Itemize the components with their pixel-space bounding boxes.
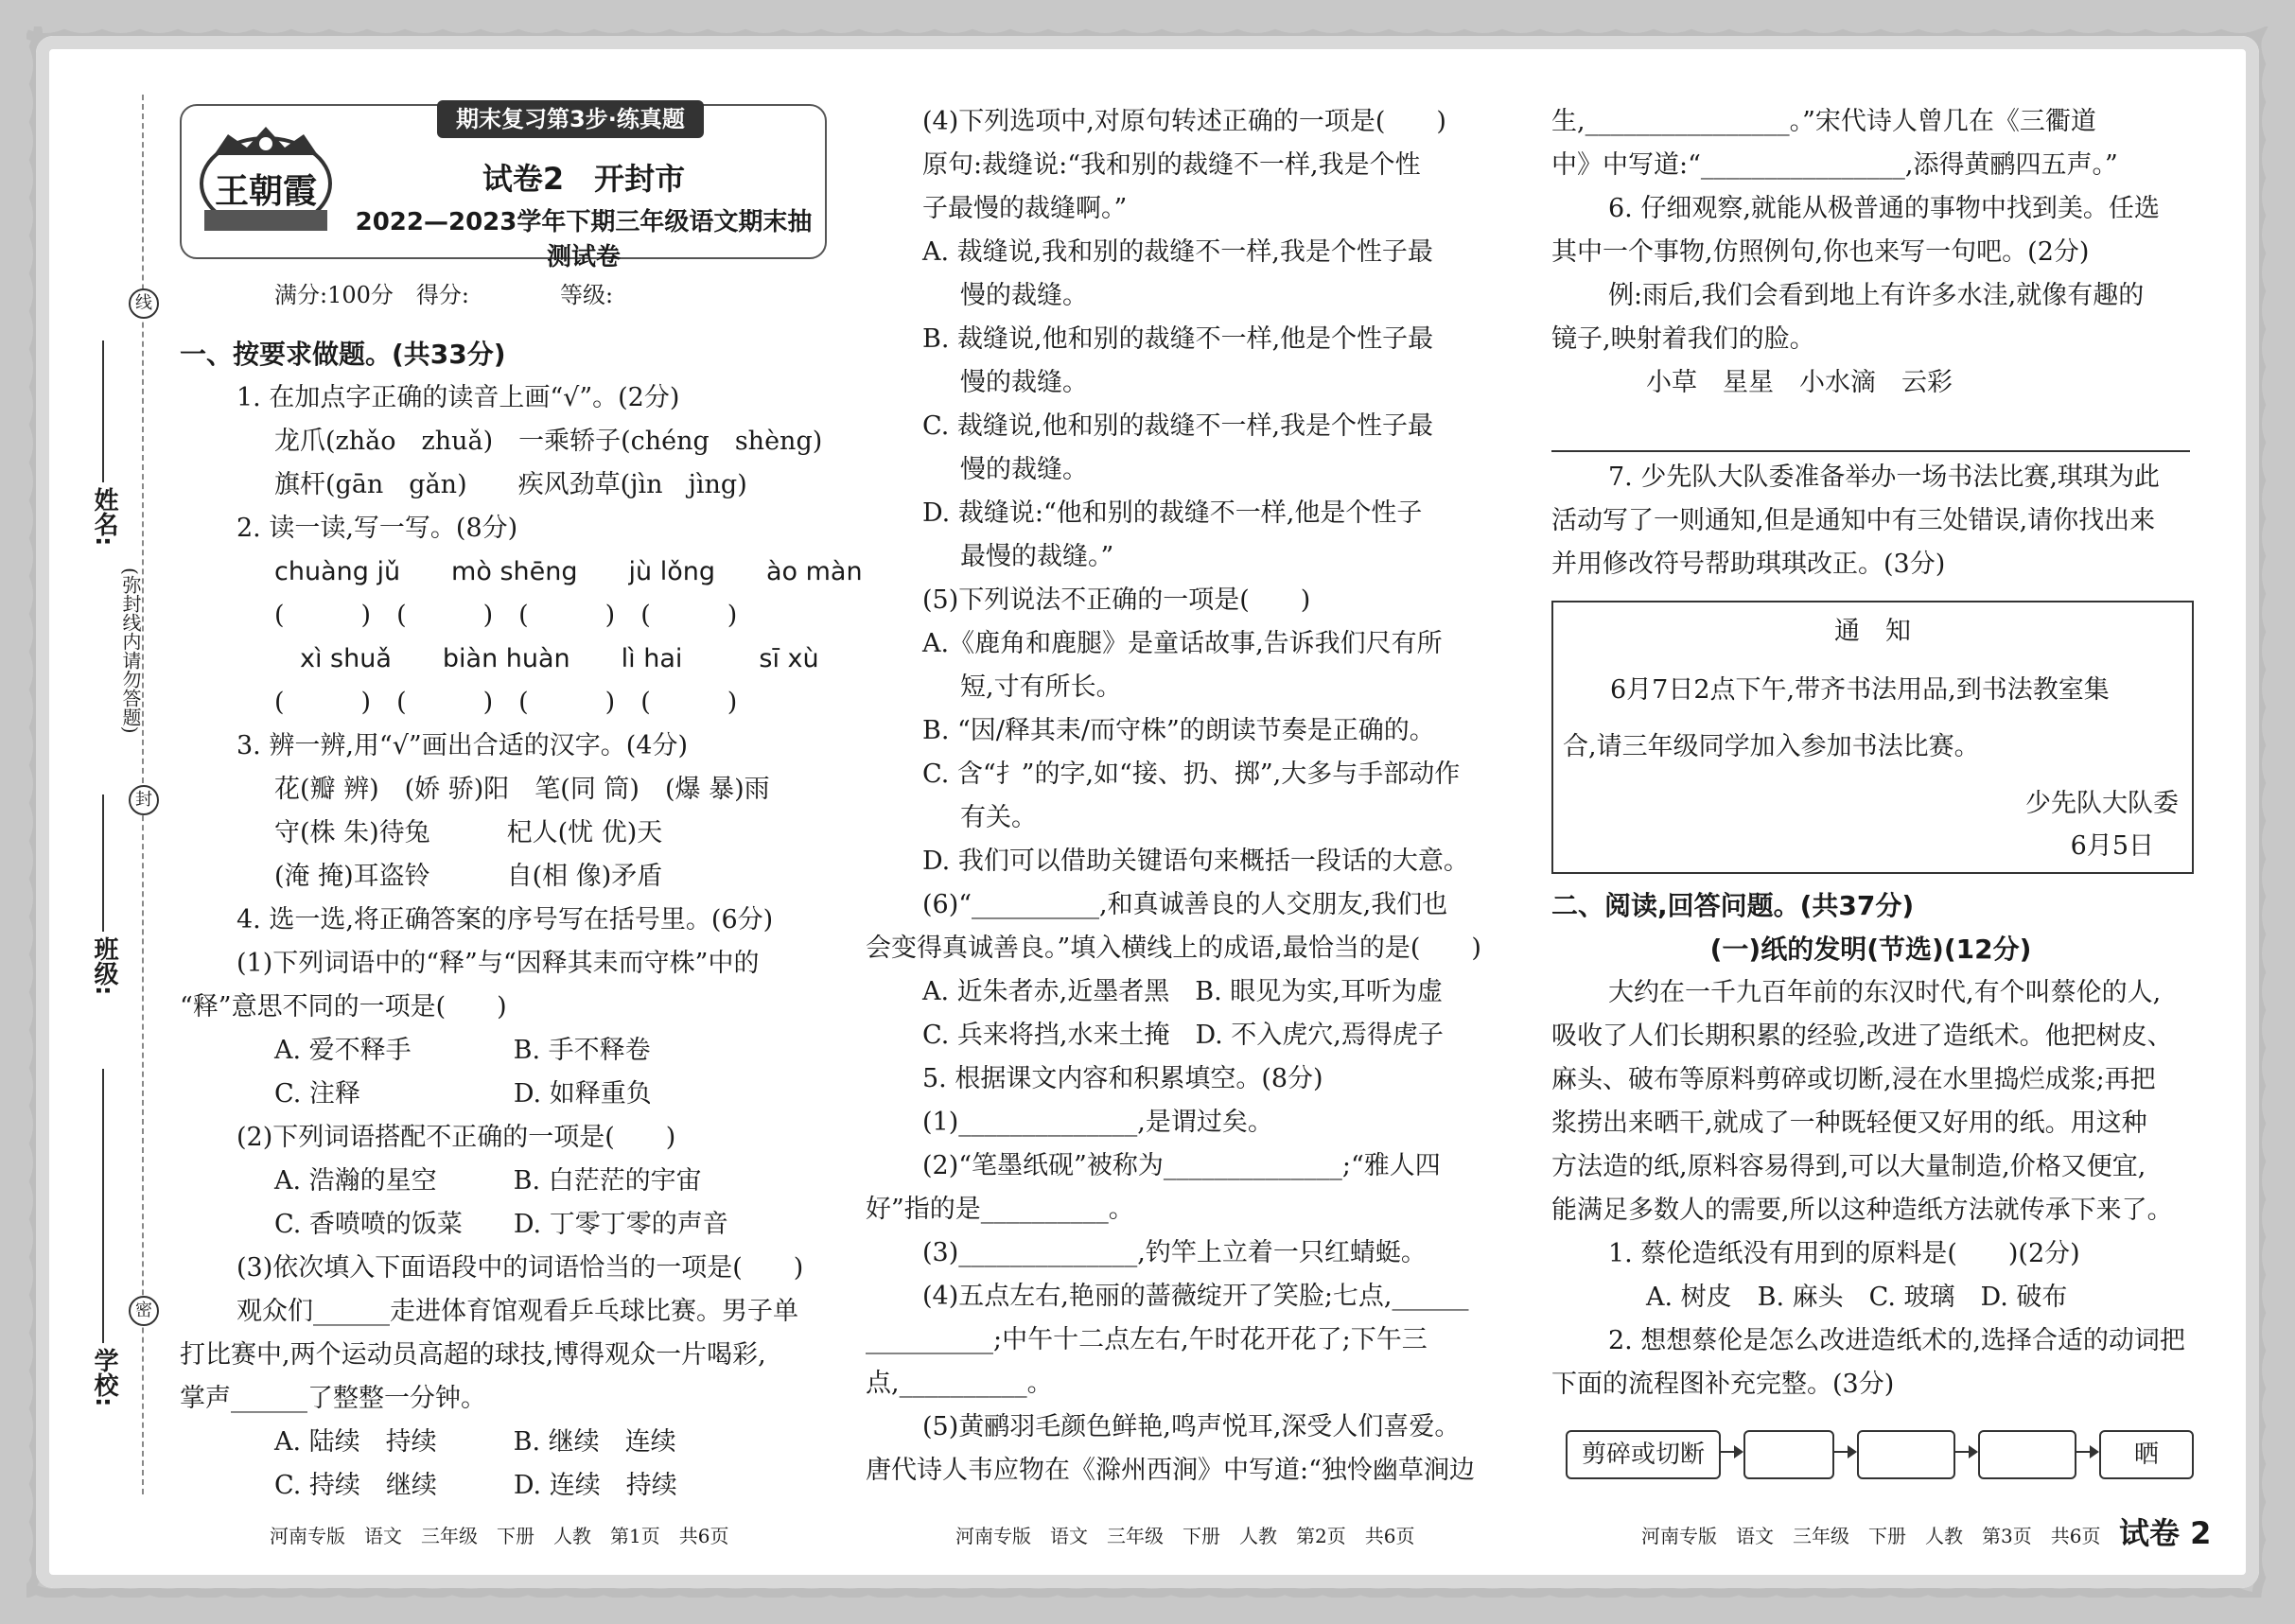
text-line: (4)下列选项中,对原句转述正确的一项是( ) xyxy=(922,107,1446,136)
text-line: 3. 辨一辨,用“√”画出合适的汉字。(4分) xyxy=(237,731,688,760)
text-line: 会变得真诚善良。”填入横线上的成语,最恰当的是( ) xyxy=(866,934,1481,963)
text-line: (3)______________,钓竿上立着一只红蜻蜓。 xyxy=(922,1238,1427,1267)
text-line: (淹 掩)耳盗铃 自(相 像)矛盾 xyxy=(274,862,663,891)
column-page-1 xyxy=(180,333,863,1508)
flow-step-start: 剪碎或切断 xyxy=(1566,1430,1721,1479)
text-line: 1. 在加点字正确的读音上画“√”。(2分) xyxy=(237,383,680,412)
paper-subtitle: 2022—2023学年下期三年级语文期末抽测试卷 xyxy=(355,208,813,271)
text-line: C. 裁缝说,他和别的裁缝不一样,我是个性子最 xyxy=(922,411,1434,441)
text-line: xì shuǎ biàn huàn lì hai sī xù xyxy=(274,644,819,673)
text-line: A.《鹿角和鹿腿》是童话故事,告诉我们尺有所 xyxy=(922,629,1443,658)
seal-mark-line: 线 xyxy=(129,288,159,319)
notice-signer: 少先队大队委 xyxy=(2025,789,2179,818)
text-line: 6. 仔细观察,就能从极普通的事物中找到美。任选 xyxy=(1608,194,2160,223)
score-line: 满分:100分 得分: 等级: xyxy=(274,282,614,308)
flow-blank-2[interactable] xyxy=(1857,1430,1955,1479)
name-label: 姓名: xyxy=(90,487,118,547)
paper-header xyxy=(180,104,827,271)
text-line: 有关。 xyxy=(960,803,1037,832)
text-line: 最慢的裁缝。” xyxy=(960,542,1114,571)
text-line: 其中一个事物,仿照例句,你也来写一句吧。(2分) xyxy=(1551,237,2090,267)
flow-arrow-icon xyxy=(2075,1451,2097,1453)
text-line: (6)“__________,和真诚善良的人交朋友,我们也 xyxy=(922,890,1448,919)
text-line: B. 裁缝说,他和别的裁缝不一样,他是个性子最 xyxy=(922,324,1434,354)
text-line: 好”指的是__________。 xyxy=(866,1195,1134,1224)
text-line: 1. 蔡伦造纸没有用到的原料是( )(2分) xyxy=(1608,1239,2080,1268)
text-line: (4)五点左右,艳丽的蔷薇绽开了笑脸;七点,______ xyxy=(922,1282,1469,1311)
text-line: ( ) ( ) ( ) ( ) xyxy=(274,601,738,630)
text-line: 并用修改符号帮助琪琪改正。(3分) xyxy=(1551,550,1946,579)
flow-arrow-icon xyxy=(1719,1451,1742,1453)
text-line: 大约在一千九百年前的东汉时代,有个叫蔡伦的人, xyxy=(1608,978,2162,1007)
text-line: A. 浩瀚的星空 B. 白茫茫的宇宙 xyxy=(274,1166,702,1196)
seal-note: (弥封线内请勿答题) xyxy=(119,568,142,734)
column-page-3-top xyxy=(1551,100,2190,405)
text-line: 花(瓣 辨) (娇 骄)阳 笔(同 筒) (爆 暴)雨 xyxy=(274,775,770,804)
name-field[interactable] xyxy=(102,341,104,482)
footer-page-1: 河南专版 语文 三年级 下册 人教 第1页 共6页 xyxy=(270,1525,729,1547)
text-line: 麻头、破布等原料剪碎或切断,浸在水里捣烂成浆;再把 xyxy=(1551,1065,2156,1094)
text-line: 镜子,映射着我们的脸。 xyxy=(1551,324,1815,354)
text-line: chuàng jǔ mò shēng jù lǒng ào màn xyxy=(274,557,863,586)
notice-date: 6月5日 xyxy=(2070,831,2154,861)
column-page-3-question7 xyxy=(1551,456,2190,586)
text-line: 打比赛中,两个运动员高超的球技,博得观众一片喝彩, xyxy=(180,1340,766,1370)
text-line: 慢的裁缝。 xyxy=(960,368,1088,397)
text-line: ( ) ( ) ( ) ( ) xyxy=(274,688,738,717)
text-line: (一)纸的发明(节选)(12分) xyxy=(1709,934,2032,965)
text-line: __________;中午十二点左右,午时花开花了;下午三 xyxy=(866,1325,1428,1354)
school-label: 学校: xyxy=(90,1348,118,1407)
text-line: 方法造的纸,原料容易得到,可以大量制造,价格又便宜, xyxy=(1551,1152,2146,1181)
class-field[interactable] xyxy=(102,795,104,932)
text-line: 小草 星星 小水滴 云彩 xyxy=(1646,368,1953,397)
text-line: A. 爱不释手 B. 手不释卷 xyxy=(274,1036,651,1065)
column-page-2 xyxy=(866,100,1509,1493)
text-line: 慢的裁缝。 xyxy=(960,281,1088,310)
flow-blank-3[interactable] xyxy=(1978,1430,2076,1479)
text-line: 唐代诗人韦应物在《滁州西涧》中写道:“独怜幽草涧边 xyxy=(866,1456,1475,1485)
text-line: 守(株 朱)待兔 杞人(忧 优)天 xyxy=(274,818,663,847)
text-line: 下面的流程图补充完整。(3分) xyxy=(1551,1370,1895,1399)
paper-title: 试卷2 开封市 xyxy=(482,161,686,197)
notice-box xyxy=(1551,601,2194,874)
text-line: 浆捞出来晒干,就成了一种既轻便又好用的纸。用这种 xyxy=(1551,1109,2147,1138)
text-line: 短,寸有所长。 xyxy=(960,672,1122,702)
seal-mark-seal: 封 xyxy=(129,785,159,815)
text-line: D. 裁缝说:“他和别的裁缝不一样,他是个性子 xyxy=(922,498,1423,528)
text-line: (2)“笔墨纸砚”被称为______________;“雅人四 xyxy=(922,1151,1441,1180)
text-line: 掌声______了整整一分钟。 xyxy=(180,1384,486,1413)
text-line: C. 兵来将挡,水来土掩 D. 不入虎穴,焉得虎子 xyxy=(922,1021,1444,1050)
text-line: 7. 少先队大队委准备举办一场书法比赛,琪琪为此 xyxy=(1608,463,2160,492)
notice-body-2: 合,请三年级同学加入参加书法比赛。 xyxy=(1563,732,1980,761)
text-line: A. 裁缝说,我和别的裁缝不一样,我是个性子最 xyxy=(922,237,1433,267)
text-line: 4. 选一选,将正确答案的序号写在括号里。(6分) xyxy=(237,905,774,934)
text-line: (5)黄鹂羽毛颜色鲜艳,鸣声悦耳,深受人们喜爱。 xyxy=(922,1412,1461,1441)
text-line: 中》中写道:“________________,添得黄鹂四五声。” xyxy=(1551,150,2118,180)
text-line: C. 香喷喷的饭菜 D. 丁零丁零的声音 xyxy=(274,1210,728,1239)
flow-arrow-icon xyxy=(1832,1451,1855,1453)
flow-blank-1[interactable] xyxy=(1743,1430,1834,1479)
text-line: 观众们______走进体育馆观看乒乓球比赛。男子单 xyxy=(237,1297,798,1326)
text-line: 旗杆(gān gǎn) 疾风劲草(jìn jìng) xyxy=(274,470,747,499)
footer-page-2: 河南专版 语文 三年级 下册 人教 第2页 共6页 xyxy=(955,1525,1415,1547)
text-line: C. 持续 继续 D. 连续 持续 xyxy=(274,1471,677,1500)
text-line: 5. 根据课文内容和积累填空。(8分) xyxy=(922,1064,1323,1093)
notice-body-1: 6月7日2点下午,带齐书法用品,到书法教室集 xyxy=(1610,675,2110,705)
seal-mark-close: 密 xyxy=(129,1296,159,1326)
text-line: 2. 读一读,写一写。(8分) xyxy=(237,514,518,543)
text-line: 生,________________。”宋代诗人曾几在《三衢道 xyxy=(1551,107,2096,136)
text-line: B. “因/释其耒/而守株”的朗读节奏是正确的。 xyxy=(922,716,1435,745)
text-line: A. 近朱者赤,近墨者黑 B. 眼见为实,耳听为虚 xyxy=(922,977,1443,1006)
school-field[interactable] xyxy=(102,1069,104,1343)
text-line: C. 注释 D. 如释重负 xyxy=(274,1079,652,1109)
paper-number-corner: 试卷 2 xyxy=(2119,1515,2212,1551)
text-line: 能满足多数人的需要,所以这种造纸方法就传承下来了。 xyxy=(1551,1196,2173,1225)
text-line: (5)下列说法不正确的一项是( ) xyxy=(922,585,1311,615)
text-line: (3)依次填入下面语段中的词语恰当的一项是( ) xyxy=(237,1253,804,1283)
text-line: (1)下列词语中的“释”与“因释其耒而守株”中的 xyxy=(237,949,760,978)
text-line: 子最慢的裁缝啊。” xyxy=(922,194,1128,223)
column-page-3-reading xyxy=(1551,884,2190,1406)
text-line: “释”意思不同的一项是( ) xyxy=(180,992,507,1022)
text-line: 慢的裁缝。 xyxy=(960,455,1088,484)
flow-step-end: 晒 xyxy=(2099,1430,2194,1479)
text-line: 点,__________。 xyxy=(866,1369,1053,1398)
text-line: D. 我们可以借助关键语句来概括一段话的大意。 xyxy=(922,847,1469,876)
text-line: (1)______________,是谓过矣。 xyxy=(922,1108,1273,1137)
text-line: C. 含“扌”的字,如“接、扔、掷”,大多与手部动作 xyxy=(922,760,1461,789)
text-line: A. 树皮 B. 麻头 C. 玻璃 D. 破布 xyxy=(1646,1283,2068,1312)
flow-arrow-icon xyxy=(1953,1451,1976,1453)
text-line: 龙爪(zhǎo zhuǎ) 一乘轿子(chéng shèng) xyxy=(274,427,823,456)
text-line: (2)下列词语搭配不正确的一项是( ) xyxy=(237,1123,676,1152)
answer-line[interactable] xyxy=(1551,450,2190,452)
footer-page-3: 河南专版 语文 三年级 下册 人教 第3页 共6页 xyxy=(1641,1525,2101,1547)
text-line: 吸收了人们长期积累的经验,改进了造纸术。他把树皮、 xyxy=(1551,1022,2173,1051)
text-line: 原句:裁缝说:“我和别的裁缝不一样,我是个性 xyxy=(922,150,1421,180)
text-line: 2. 想想蔡伦是怎么改进造纸术的,选择合适的动词把 xyxy=(1608,1326,2185,1355)
class-label: 班级: xyxy=(90,936,118,996)
text-line: A. 陆续 持续 B. 继续 连续 xyxy=(274,1427,676,1457)
review-step-tag: 期末复习第3步·练真题 xyxy=(437,100,704,138)
text-line: 一、按要求做题。(共33分) xyxy=(180,339,506,370)
text-line: 二、阅读,回答问题。(共37分) xyxy=(1551,890,1915,921)
text-line: 活动写了一则通知,但是通知中有三处错误,请你找出来 xyxy=(1551,506,2156,535)
notice-title: 通 知 xyxy=(1834,617,1911,646)
text-line: 例:雨后,我们会看到地上有许多水洼,就像有趣的 xyxy=(1608,281,2145,310)
publisher-logo-text: 王朝霞 xyxy=(214,171,317,211)
